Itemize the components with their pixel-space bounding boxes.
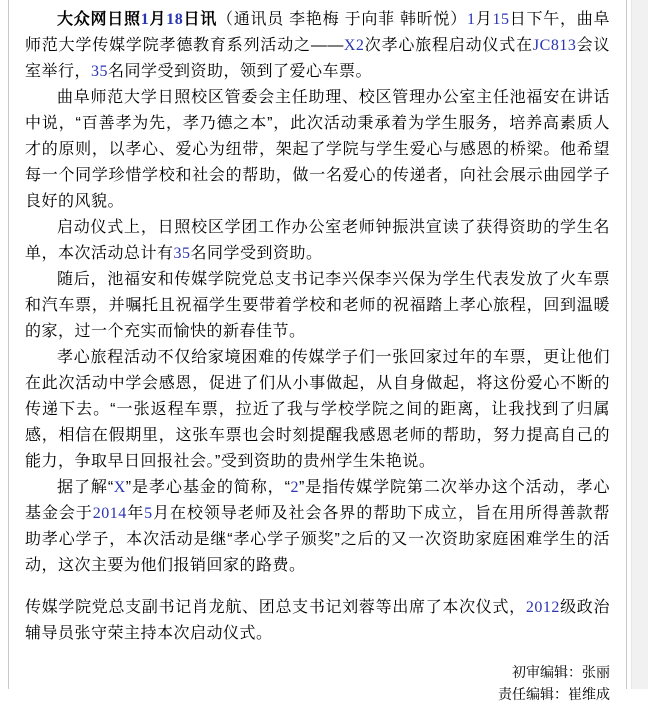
text-segment: 35 — [173, 245, 191, 262]
text-segment: 孝心旅程活动不仅给家境困难的传媒学子们一张回家过年的车票，更让他们在此次活动中学会感恩，促进了们从小事做起，从自身做起，将这份爱心不断的传递下去。“一张返程车票，拉近了我与学校学院之间的距离，让我找到了归属感，相信在假期里，这张车票也会时刻提醒我感恩老师的帮助，努力提高自己的能力，争取早日回报社会。”受到资助的贵州学生朱艳说。 — [25, 349, 610, 470]
text-segment: 会议室举行， — [25, 37, 610, 80]
text-segment: 据了解“ — [57, 479, 114, 496]
text-segment: 启动仪式上，日照校区学团工作办公室老师钟振洪宣读了获得资助的学生名单，本次活动总计有 — [25, 219, 610, 262]
first-review-editor: 初审编辑：张丽 — [512, 664, 610, 680]
text-segment: 月 — [149, 11, 167, 28]
text-segment: （通讯员 李艳梅 于向菲 韩昕悦） — [216, 11, 467, 28]
article-paragraph — [25, 215, 610, 267]
responsible-editor: 责任编辑：崔维成 — [498, 686, 610, 702]
text-segment: 1 — [467, 11, 476, 28]
text-segment: JC813 — [532, 37, 577, 54]
text-segment: 大众网日照 — [57, 11, 141, 28]
vertical-scrollbar[interactable] — [631, 0, 648, 689]
text-segment: 年 — [126, 505, 145, 522]
text-segment: 月在校领导老师及社会各界的帮助下成立，旨在用所得善款帮助孝心学子，本次活动是继“孝心学子颁奖”之后的又一次资助家庭困难学生的活动，这次主要为他们报销回家的路费。 — [25, 505, 610, 574]
text-segment: 2 — [290, 479, 299, 496]
article-paragraph — [25, 7, 610, 85]
article-paragraph — [25, 595, 610, 647]
text-segment: 日讯 — [183, 11, 217, 28]
article-paragraph — [25, 267, 610, 345]
text-segment: ”是指传媒学院第二次举办这个活动，孝心基金会于 — [25, 479, 610, 522]
text-segment: 月 — [475, 11, 493, 28]
text-segment: X2 — [343, 37, 365, 54]
content-right-border — [626, 0, 627, 689]
text-segment: 次孝心旅程启动仪式在 — [364, 37, 533, 54]
article-paragraph — [25, 345, 610, 475]
text-segment: 级政治辅导员张守荣主持本次启动仪式。 — [25, 599, 610, 642]
text-segment: 5 — [144, 505, 153, 522]
editor-footer — [25, 661, 610, 705]
text-segment: 2014 — [92, 505, 127, 522]
text-segment: 35 — [91, 63, 109, 80]
text-segment: X — [113, 479, 126, 496]
text-segment: 18 — [166, 11, 184, 28]
article-body — [9, 0, 626, 705]
text-segment: 2012 — [525, 599, 560, 616]
text-segment: 传媒学院党总支副书记肖龙航、团总支书记刘蓉等出席了本次仪式， — [25, 599, 526, 616]
text-segment: 15 — [492, 11, 510, 28]
text-segment: 日下午，曲阜师范大学传媒学院孝德教育系列活动之—— — [25, 11, 610, 54]
article-paragraph — [25, 85, 610, 215]
text-segment: 曲阜师范大学日照校区管委会主任助理、校区管理办公室主任池福安在讲话中说，“百善孝为先，孝乃德之本”，此次活动秉承着为学生服务，培养高素质人才的原则，以孝心、爱心为纽带，架起了学院与学生爱心与感恩的桥梁。他希望每一个同学珍惜学校和社会的帮助，做一名爱心的传递者，向社会展示曲园学子良好的风貌。 — [25, 89, 610, 210]
article-paragraph — [25, 475, 610, 579]
text-segment: ”是孝心基金的简称，“ — [125, 479, 291, 496]
text-segment: 名同学受到资助，领到了爱心车票。 — [108, 63, 373, 80]
text-segment: 1 — [140, 11, 150, 28]
text-segment: 名同学受到资助。 — [190, 245, 323, 262]
text-segment: 随后，池福安和传媒学院党总支书记李兴保李兴保为学生代表发放了火车票和汽车票，并嘱托且祝福学生要带着学校和老师的祝福踏上孝心旅程，回到温暖的家，过一个充实而愉快的新春佳节。 — [25, 271, 610, 340]
article-paragraphs — [25, 7, 610, 647]
